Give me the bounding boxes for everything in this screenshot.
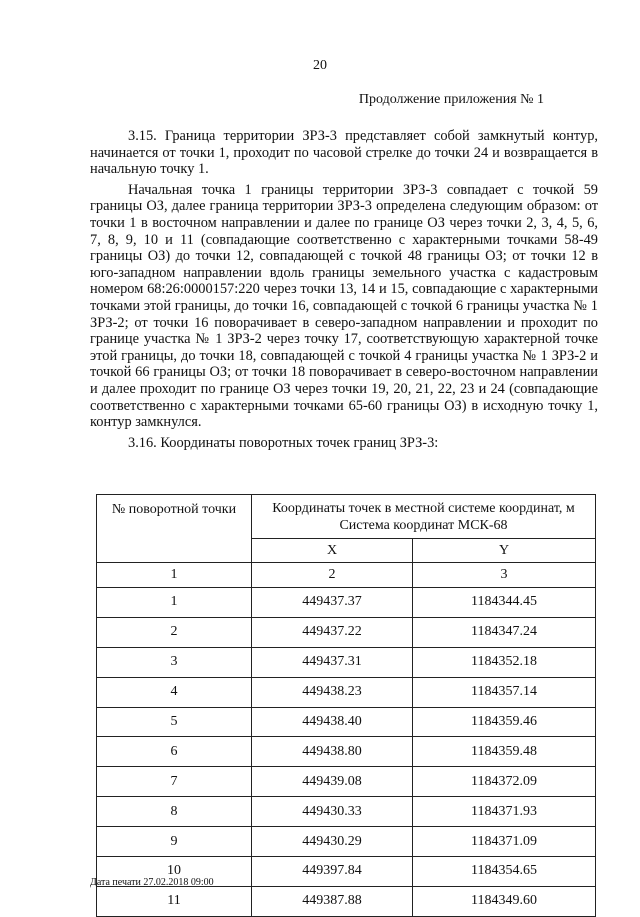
table-row [97,647,596,677]
print-date: Дата печати 27.02.2018 09:00 [90,877,214,888]
table-row [97,677,596,707]
x-value: 449438.23 [252,677,413,707]
x-value: 449437.22 [252,617,413,647]
x-value: 449437.37 [252,588,413,618]
x-value: 449430.33 [252,797,413,827]
column-number: 2 [252,563,413,588]
table-row [97,737,596,767]
paragraph-3-16: 3.16. Координаты поворотных точек границ ЗРЗ-3: [128,434,439,451]
column-number: 1 [97,563,252,588]
x-value: 449438.80 [252,737,413,767]
point-number: 8 [97,797,252,827]
y-value: 1184371.09 [413,827,596,857]
table-row [97,886,596,916]
point-number: 1 [97,588,252,618]
x-value: 449430.29 [252,827,413,857]
table-row [97,767,596,797]
y-value: 1184371.93 [413,797,596,827]
point-number: 6 [97,737,252,767]
y-value: 1184352.18 [413,647,596,677]
point-number: 3 [97,647,252,677]
y-value: 1184372.09 [413,767,596,797]
table-row [97,707,596,737]
coords-header-line1: Координаты точек в местной системе координат, м [272,500,575,516]
x-header: X [252,539,413,563]
coords-header-line2: Система координат МСК-68 [339,517,508,533]
column-number: 3 [413,563,596,588]
body-text [90,128,598,451]
x-value: 449387.88 [252,886,413,916]
y-value: 1184359.46 [413,707,596,737]
point-number: 4 [97,677,252,707]
y-header: Y [413,539,596,563]
x-value: 449437.31 [252,647,413,677]
y-value: 1184354.65 [413,857,596,887]
point-number: 10 [97,857,252,887]
point-number: 7 [97,767,252,797]
x-value: 449397.84 [252,857,413,887]
point-number: 5 [97,707,252,737]
page-number: 20 [313,58,327,73]
x-value: 449438.40 [252,707,413,737]
y-value: 1184347.24 [413,617,596,647]
coords-header [252,495,596,539]
table-row [97,588,596,618]
table-row [97,617,596,647]
y-value: 1184344.45 [413,588,596,618]
y-value: 1184357.14 [413,677,596,707]
point-number: 11 [97,886,252,916]
y-value: 1184349.60 [413,886,596,916]
y-value: 1184359.48 [413,737,596,767]
point-number: 9 [97,827,252,857]
table-row [97,827,596,857]
x-value: 449439.08 [252,767,413,797]
paragraph-3-15: 3.15. Граница территории ЗРЗ-3 представляет собой замкнутый контур, начинается от точки 1, проходит по часовой стрелке до точки 24 и возвращается в начальную точку 1. [90,128,598,178]
continuation-label: Продолжение приложения № 1 [358,92,544,107]
table-row [97,797,596,827]
point-number: 2 [97,617,252,647]
paragraph-boundary-description: Начальная точка 1 границы территории ЗРЗ-3 совпадает с точкой 59 границы ОЗ, далее граница территории ЗРЗ-3 определена следующим образом: от точки 1 в восточном направлении и далее по границе ОЗ через точки 2, 3, 4, 5, 6, 7, 8, 9, 10 и 11 (совпадающие соответственно с характерными точками 58-49 границы ОЗ) до точки 12, совпадающей с точкой 48 границы ОЗ; от точки 12 в юго-западном направлении вдоль границы земельного участка с кадастровым номером 68:26:0000157:220 через точки 13, 14 и 15, совпадающие с характерными точками этой границы, до точки 16, совпадающей с точкой 6 границы участка № 1 ЗРЗ-2; от точки 16 поворачивает в северо-западном направлении и проходит по границе участка № 1 ЗРЗ-2 через точку 17, соответствующую характерной точке этой границы, до точки 18, совпадающей с точкой 4 границы участка № 1 ЗРЗ-2 и точкой 66 границы ОЗ; от точки 18 поворачивает в северо-восточном направлении и далее проходит по границе ОЗ через точки 19, 20, 21, 22, 23 и 24 (совпадающие соответственно с характерными точками 65-60 границы ОЗ) в исходную точку 1, контур замкнулся. [90,181,598,431]
point-number-header: № поворотной точки [97,495,252,563]
coordinates-table [96,494,596,917]
